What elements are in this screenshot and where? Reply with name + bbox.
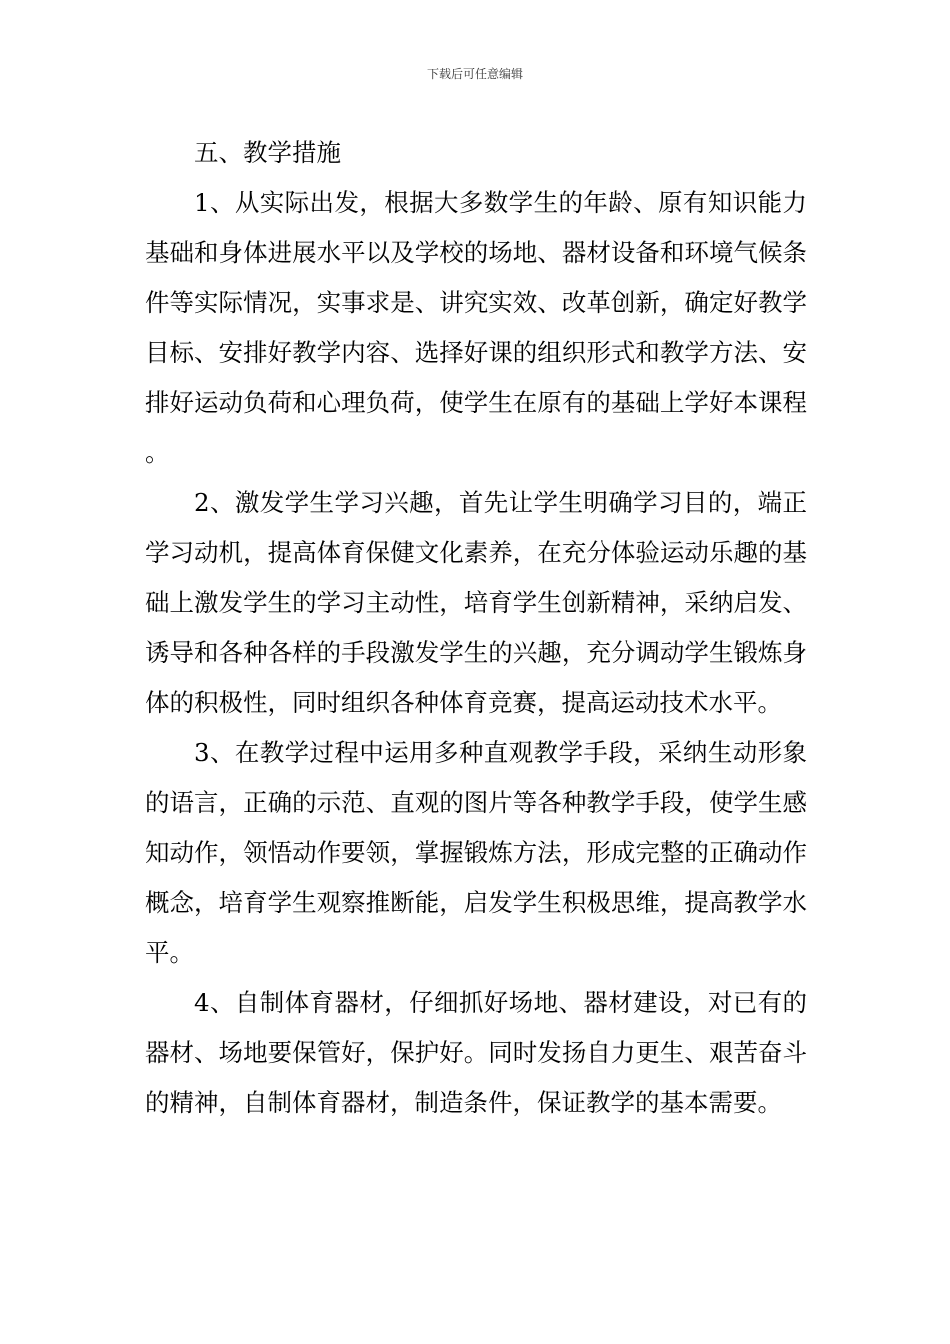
page-header: 下载后可任意编辑 [426,67,523,81]
document-body [145,128,807,1128]
section-heading: 五、教学措施 [194,138,341,167]
paragraph-3: 3、在教学过程中运用多种直观教学手段，采纳生动形象的语言，正确的示范、直观的图片等各种教学手段，使学生感知动作，领悟动作要领，掌握锻炼方法，形成完整的正确动作概念，培育学生观察推断能，启发学生积极思维，提高教学水平。 [145,738,807,967]
paragraph-4: 4、自制体育器材，仔细抓好场地、器材建设，对已有的器材、场地要保管好，保护好。同时发扬自力更生、艰苦奋斗的精神，自制体育器材，制造条件，保证教学的基本需要。 [145,988,807,1117]
paragraph-2: 2、激发学生学习兴趣，首先让学生明确学习目的，端正学习动机，提高体育保健文化素养，在充分体验运动乐趣的基础上激发学生的学习主动性，培育学生创新精神，采纳启发、诱导和各种各样的手段激发学生的兴趣，充分调动学生锻炼身体的积极性，同时组织各种体育竞赛，提高运动技术水平。 [145,488,807,717]
paragraph-1: 1、从实际出发，根据大多数学生的年龄、原有知识能力基础和身体进展水平以及学校的场地、器材设备和环境气候条件等实际情况，实事求是、讲究实效、改革创新，确定好教学目标、安排好教学内容、选择好课的组织形式和教学方法、安排好运动负荷和心理负荷，使学生在原有的基础上学好本课程。 [145,188,807,467]
